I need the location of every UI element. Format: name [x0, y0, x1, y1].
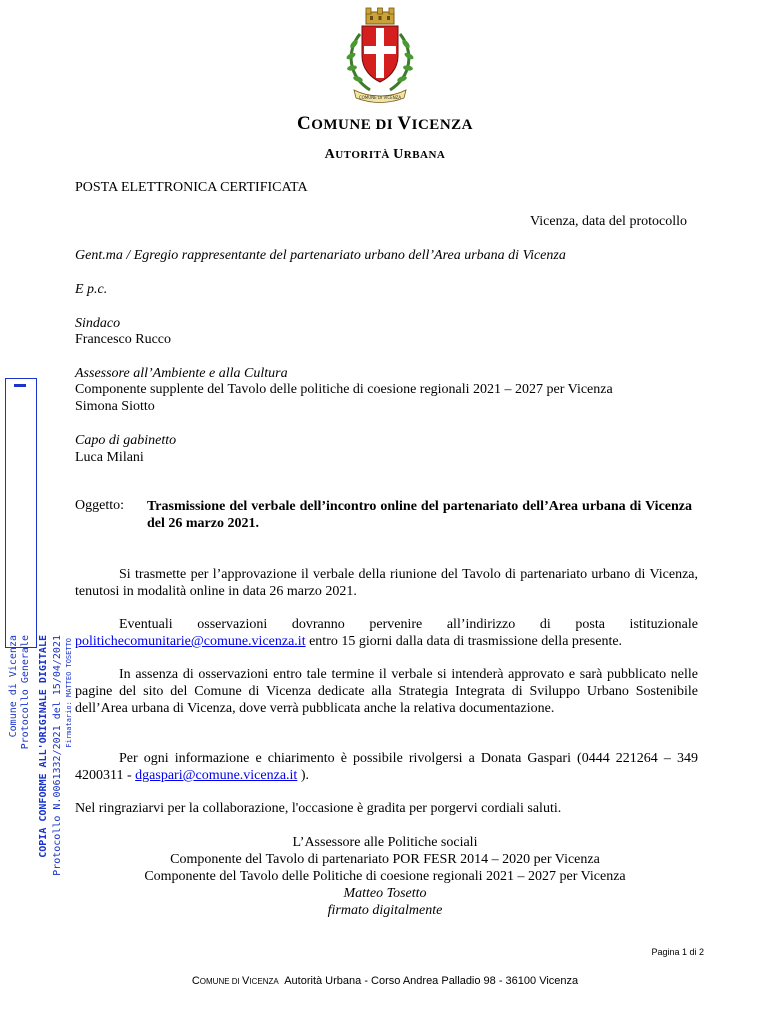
body-paragraph: Si trasmette per l’approvazione il verbale della riunione del Tavolo di partenariato urbano di Vicenza, tenutosi in modalità online in data 26 marzo 2021.	[75, 567, 698, 599]
recipient-name: Simona Siotto	[75, 399, 155, 414]
recipient-role: Capo di gabinetto	[75, 433, 177, 448]
svg-text:COMUNE DI VICENZA: COMUNE DI VICENZA	[358, 95, 402, 100]
signature-note: firmato digitalmente	[327, 903, 443, 918]
stamp-line: Protocollo N.0061332/2021 del 15/04/2021	[52, 635, 63, 876]
recipient-name: Francesco Rucco	[75, 332, 172, 347]
signature-name: Matteo Tosetto	[343, 886, 427, 901]
email-link[interactable]: dgaspari@comune.vicenza.it	[135, 768, 298, 783]
addressee: Gent.ma / Egregio rappresentante del partenariato urbano dell’Area urbana di Vicenza	[75, 248, 566, 263]
protocol-stamp	[5, 378, 73, 876]
stamp-line: Protocollo Generale	[20, 635, 31, 750]
signature-role: Componente del Tavolo delle Politiche di coesione regionali 2021 – 2027 per Vicenza	[144, 869, 626, 884]
recipient-role: Sindaco	[75, 316, 121, 331]
organization-title: COMUNE DI VICENZA	[297, 113, 473, 134]
body-paragraph: In assenza di osservazioni entro tale termine il verbale si intenderà approvato e sarà pubblicato nelle pagine del sito del Comune di Vicenza dedicate alla Strategia Integrata di Sviluppo Urbano Sostenibile dell’Area urbana di Vicenza, dove verrà pubblicata anche la relativa documentazione.	[75, 667, 698, 716]
subject-label: Oggetto:	[75, 498, 124, 513]
recipient-name: Luca Milani	[75, 450, 144, 465]
organization-subtitle: AUTORITÀ URBANA	[324, 147, 446, 162]
page-number: Pagina 1 di 2	[651, 947, 704, 957]
email-link[interactable]: politichecomunitarie@comune.vicenza.it	[75, 634, 306, 649]
copy-to-label: E p.c.	[75, 282, 108, 297]
footer-address: COMUNE DI VICENZA Autorità Urbana - Corso Andrea Palladio 98 - 36100 Vicenza	[191, 975, 579, 987]
recipient-detail: Componente supplente del Tavolo delle politiche di coesione regionali 2021 – 2027 per Vicenza	[75, 382, 613, 397]
body-paragraph: Per ogni informazione e chiarimento è possibile rivolgersi a Donata Gaspari (0444 221264 – 349 4200311 - dgaspari@comune.vicenza.it ).	[75, 751, 698, 783]
subject-text: Trasmissione del verbale dell’incontro online del partenariato dell’Area urbana di Vicenza del 26 marzo 2021.	[147, 499, 692, 531]
body-paragraph: Eventuali osservazioni dovranno pervenire all’indirizzo di posta istituzionale politichecomunitarie@comune.vicenza.it entro 15 giorni dalla data di trasmissione della presente.	[75, 617, 698, 649]
stamp-line: Comune di Vicenza	[8, 635, 19, 738]
stamp-line: COPIA CONFORME ALL'ORIGINALE DIGITALE	[38, 635, 49, 858]
stamp-line: Firmatario: MATTEO TOSETTO	[65, 638, 73, 748]
city-crest-logo	[340, 6, 420, 110]
place-date: Vicenza, data del protocollo	[530, 214, 687, 229]
delivery-channel: POSTA ELETTRONICA CERTIFICATA	[75, 180, 308, 195]
recipient-role: Assessore all’Ambiente e alla Cultura	[75, 366, 288, 381]
closing-line: Nel ringraziarvi per la collaborazione, l'occasione è gradita per porgervi cordiali saluti.	[75, 801, 562, 816]
signature-title: L’Assessore alle Politiche sociali	[292, 835, 478, 850]
signature-role: Componente del Tavolo di partenariato POR FESR 2014 – 2020 per Vicenza	[170, 852, 600, 867]
